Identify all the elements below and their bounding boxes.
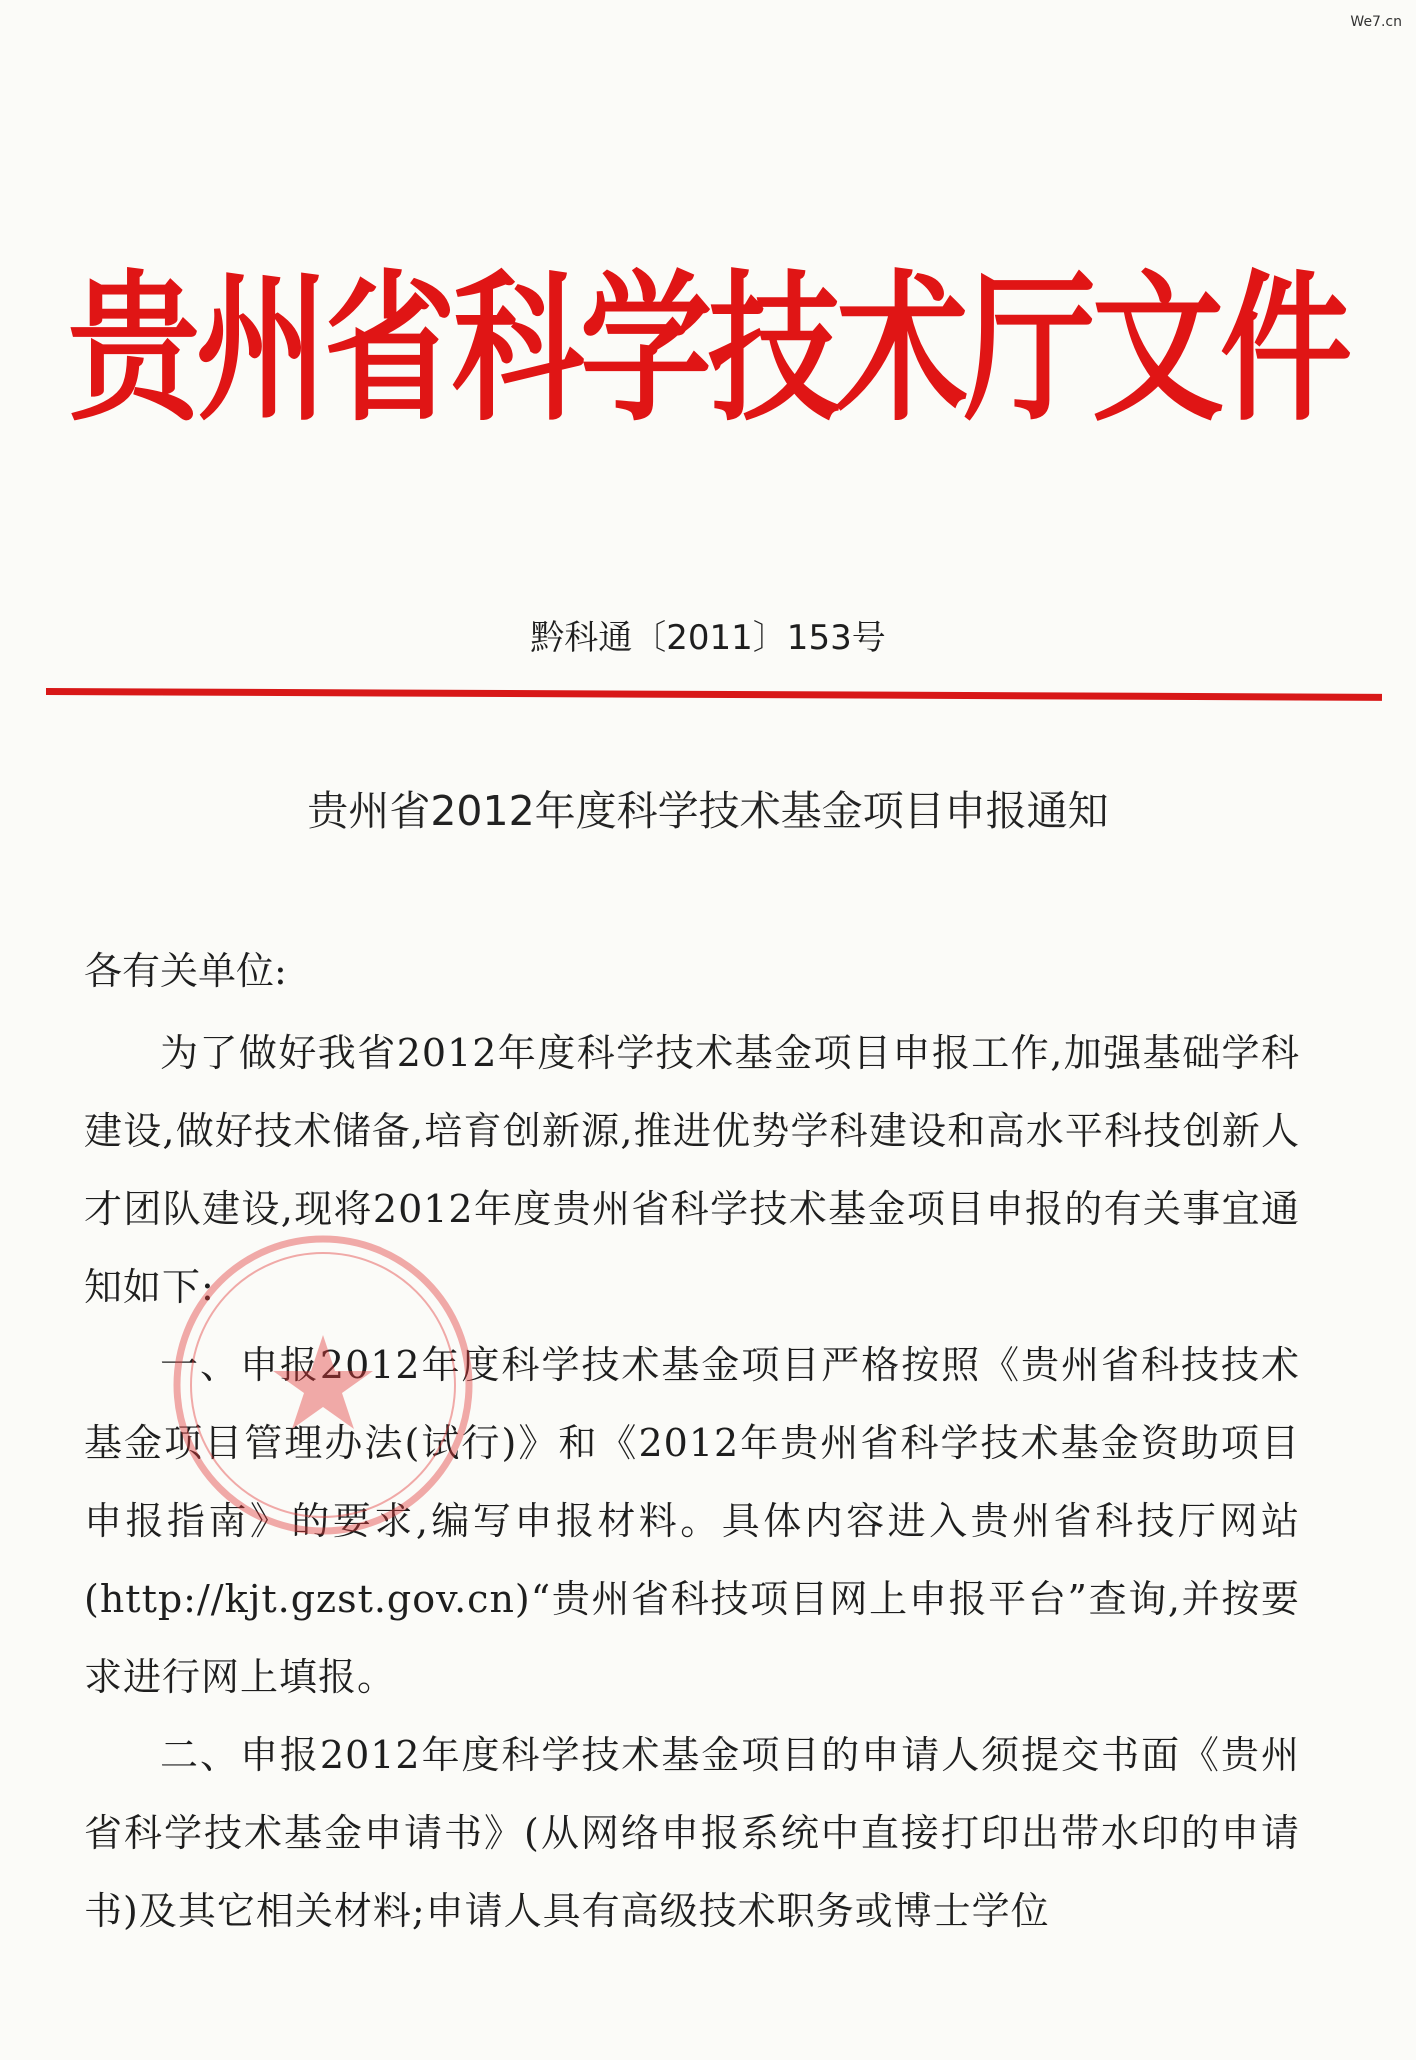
site-watermark: We7.cn — [1350, 14, 1402, 30]
red-divider-line — [46, 688, 1382, 701]
body-text — [84, 1014, 1300, 1950]
paragraph-item-1: 一、申报2012年度科学技术基金项目严格按照《贵州省科技技术基金项目管理办法(试行)》和《2012年贵州省科学技术基金资助项目申报指南》的要求,编写申报材料。具体内容进入贵州省科技厅网站(http://kjt.gzst.gov.cn)“贵州省科技项目网上申报平台”查询,并按要求进行网上填报。 — [84, 1343, 1300, 1699]
document-header-title: 贵州省科学技术厅文件 — [68, 256, 1348, 444]
paragraph-intro: 为了做好我省2012年度科学技术基金项目申报工作,加强基础学科建设,做好技术储备,培育创新源,推进优势学科建设和高水平科技创新人才团队建设,现将2012年度贵州省科学技术基金项目申报的有关事宜通知如下: — [84, 1031, 1300, 1309]
paragraph-item-2: 二、申报2012年度科学技术基金项目的申请人须提交书面《贵州省科学技术基金申请书》(从网络申报系统中直接打印出带水印的申请书)及其它相关材料;申请人具有高级技术职务或博士学位 — [84, 1733, 1300, 1933]
document-number: 黔科通〔2011〕153号 — [530, 618, 886, 658]
notice-title: 贵州省2012年度科学技术基金项目申报通知 — [307, 787, 1109, 835]
addressee: 各有关单位: — [84, 949, 287, 993]
